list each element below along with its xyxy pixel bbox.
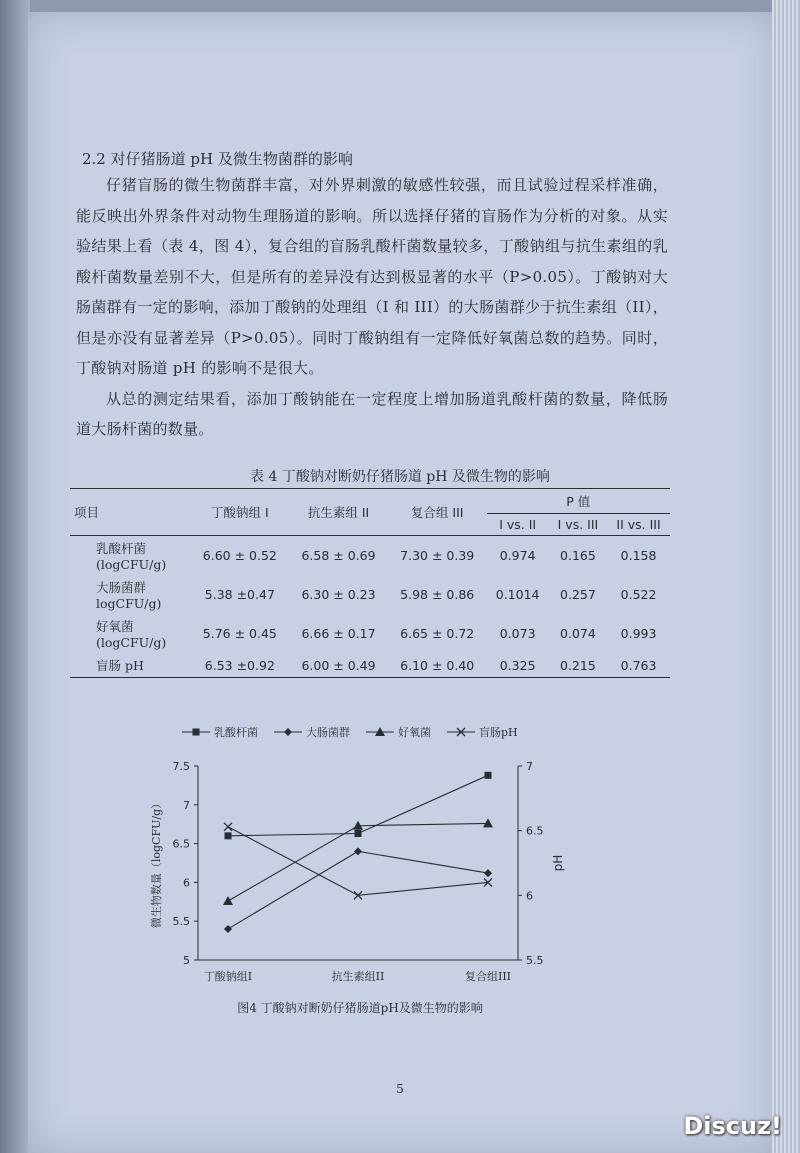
figure-caption: 图4 丁酸钠对断奶仔猪肠道pH及微生物的影响 <box>237 1001 483 1015</box>
series-line-1 <box>228 851 488 929</box>
header-group-3: 复合组 III <box>388 489 487 536</box>
row-label: 大肠菌群 logCFU/g) <box>96 580 162 611</box>
table-cell: 0.1014 <box>495 587 540 602</box>
table-cell: 6.00 ± 0.49 <box>301 657 376 673</box>
table-cell: 6.60 ± 0.52 <box>202 548 277 563</box>
series-line-3 <box>228 827 488 896</box>
data-point <box>355 830 362 837</box>
row-label: 好氧菌 (logCFU/g) <box>96 619 167 650</box>
table-cell: 6.53 ±0.92 <box>204 657 275 673</box>
table-cell: 6.10 ± 0.40 <box>400 657 475 673</box>
table-cell: 0.074 <box>560 626 596 641</box>
y-tick-label-left: 7 <box>183 798 190 812</box>
y-tick-label-right: 7 <box>526 760 533 773</box>
y-tick-label-left: 6.5 <box>172 837 190 851</box>
legend-label: 乳酸杆菌 <box>214 726 258 739</box>
y-tick-label-right: 5.5 <box>526 954 544 967</box>
line-chart <box>140 712 580 1022</box>
legend-label: 盲肠pH <box>479 726 518 739</box>
table-cell: 0.763 <box>620 657 657 673</box>
table-cell: 6.30 ± 0.23 <box>301 587 376 602</box>
header-group-1: 丁酸钠组 I <box>191 489 290 536</box>
header-group-2: 抗生素组 II <box>289 489 388 536</box>
y-axis-label-left: 微生物数量（logCFU/g） <box>150 797 163 929</box>
y-tick-label-left: 5 <box>183 954 190 967</box>
header-p-1: I vs. II <box>487 514 549 536</box>
data-point <box>224 823 232 831</box>
paragraph-1: 仔猪盲肠的微生物菌群丰富，对外界刺激的敏感性较强，而且试验过程采样准确，能反映出外界条件对动物生理肠道的影响。所以选择仔猪的盲肠作为分析的对象。从实验结果上看（表 4，图 4），复合组的盲肠乳酸杆菌数量较多，丁酸钠组与抗生素组的乳酸杆菌数量差别不大，但是所有的差异没有达到极显著的水平（P>0.05）。丁酸钠对大肠菌群有一定的影响，添加丁酸钠的处理组（I 和 III）的大肠菌群少于抗生素组（II），但是亦没有显著差异（P>0.05）。同时丁酸钠组有一定降低好氧菌总数的趋势。同时，丁酸钠对肠道 pH 的影响不是很大。 <box>76 176 668 377</box>
x-tick-label: 抗生素组II <box>331 970 385 983</box>
data-point <box>225 832 232 839</box>
data-table <box>70 488 670 678</box>
table-row <box>70 614 670 653</box>
table-cell: 0.158 <box>620 548 657 563</box>
legend-label: 大肠菌群 <box>306 726 350 739</box>
chart-svg <box>140 712 580 1022</box>
header-p-value: P 值 <box>487 489 670 514</box>
row-label: 乳酸杆菌 (logCFU/g) <box>96 541 167 572</box>
table-cell: 0.325 <box>499 657 536 673</box>
y-tick-label-left: 7.5 <box>172 760 190 773</box>
data-point <box>485 772 492 779</box>
table-row <box>70 575 670 614</box>
book-spine-shadow <box>0 0 30 1153</box>
table-cell: 5.38 ±0.47 <box>204 587 275 602</box>
y-tick-label-left: 6 <box>183 876 190 890</box>
data-point <box>483 818 493 827</box>
page-number: 5 <box>396 1082 404 1096</box>
table-cell: 6.66 ± 0.17 <box>301 626 376 641</box>
data-point <box>223 896 233 905</box>
page-edges <box>772 0 800 1153</box>
table-cell: 6.58 ± 0.69 <box>301 548 376 563</box>
data-point <box>224 925 232 933</box>
y-axis-label-right: pH <box>551 854 565 872</box>
table-cell: 5.76 ± 0.45 <box>202 626 277 641</box>
table-cell: 5.98 ± 0.86 <box>400 587 475 602</box>
watermark: Discuz! <box>683 1112 782 1140</box>
table-cell: 0.257 <box>560 587 596 602</box>
header-p-3: II vs. III <box>607 514 670 536</box>
table-caption: 表 4 丁酸钠对断奶仔猪肠道 pH 及微生物的影响 <box>250 469 550 485</box>
legend-marker <box>193 729 200 736</box>
table-cell: 0.993 <box>620 626 657 641</box>
header-p-2: I vs. III <box>549 514 607 536</box>
y-tick-label-right: 6.5 <box>526 824 544 838</box>
paragraph-2: 从总的测定结果看，添加丁酸钠能在一定程度上增加肠道乳酸杆菌的数量，降低肠道大肠杆菌的数量。 <box>76 389 668 438</box>
legend-label: 好氧菌 <box>398 726 431 739</box>
table-cell: 7.30 ± 0.39 <box>400 548 475 563</box>
header-item: 项目 <box>70 489 191 536</box>
x-tick-label: 复合组III <box>464 970 512 983</box>
table-cell: 0.522 <box>620 587 657 602</box>
table-cell: 0.215 <box>560 657 596 673</box>
table-cell: 0.165 <box>560 548 596 563</box>
table-cell: 6.65 ± 0.72 <box>400 626 475 641</box>
table-row <box>70 653 670 678</box>
x-tick-label: 丁酸钠组I <box>203 970 253 983</box>
data-point <box>484 869 492 877</box>
legend-marker <box>284 728 292 736</box>
y-tick-label-left: 5.5 <box>172 915 190 929</box>
section-heading: 2.2 对仔猪肠道 pH 及微生物菌群的影响 <box>82 150 353 168</box>
body-text <box>76 170 668 445</box>
table-row <box>70 536 670 576</box>
table-cell: 0.974 <box>499 548 536 563</box>
row-label: 盲肠 pH <box>96 658 144 673</box>
y-tick-label-right: 6 <box>526 889 533 903</box>
table-cell: 0.073 <box>499 626 536 641</box>
data-point <box>354 847 362 855</box>
